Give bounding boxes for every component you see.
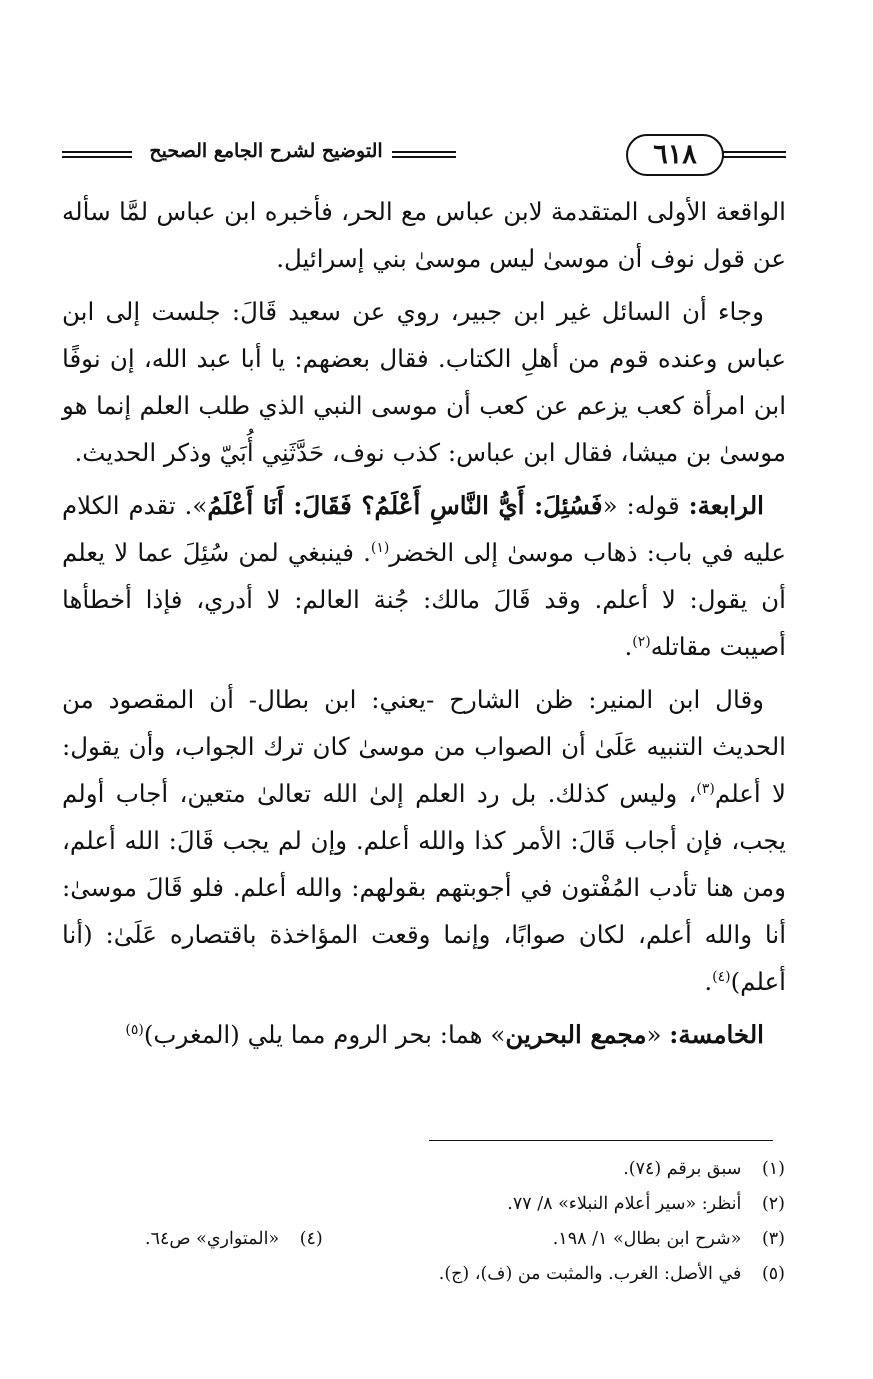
paragraph-text: وجاء أن السائل غير ابن جبير، روي عن سعيد قَالَ: جلست إلى ابن عباس وعنده قوم من أهلِ الكتاب. فقال بعضهم: يا أبا عبد الله، إن نوفًا ابن امرأة كعب يزعم عن كعب أن موسى النبي الذي طلب العلم إنما هو موسىٰ بن ميشا، فقال ابن عباس: كذب نوف، حَدَّثَنِي أُبَيّ وذكر الحديث. bbox=[62, 297, 786, 467]
footnote-3-4 bbox=[105, 1222, 785, 1257]
footnote-4 bbox=[145, 1222, 323, 1257]
paragraph-2 bbox=[62, 288, 786, 476]
footnote-text: في الأصل: الغرب. والمثبت من (ف)، (ج). bbox=[438, 1264, 742, 1284]
footnote-text: «شرح ابن بطال» ١/ ١٩٨. bbox=[552, 1229, 742, 1249]
paragraph-1 bbox=[62, 188, 786, 282]
paragraph-text: وقال ابن المنير: ظن الشارح -يعني: ابن بطال- أن المقصود من الحديث التنبيه عَلَىٰ أن الصواب من موسىٰ كان ترك الجواب، وأن يقول: لا أعلم bbox=[62, 685, 786, 808]
paragraph-text: . bbox=[704, 967, 713, 996]
paragraph-text: « bbox=[646, 1020, 670, 1049]
footnote-ref[interactable]: (٣) bbox=[696, 780, 715, 797]
paragraph-text: ، وليس كذلك. بل رد العلم إلىٰ الله تعالىٰ متعين، أجاب أولم يجب، فإن أجاب قَالَ: الأمر كذا والله أعلم. وإن لم يجب قَالَ: الله أعلم، ومن هنا تأدب المُفْتون في أجوبتهم بقولهم: والله أعلم. فلو قَالَ موسىٰ: أنا والله أعلم، لكان صوابًا، وإنما وقعت المؤاخذة باقتصاره عَلَىٰ: (أنا أعلم) bbox=[62, 779, 786, 996]
footnotes bbox=[105, 1152, 785, 1292]
paragraph-4 bbox=[62, 676, 786, 1005]
paragraph-text: قوله: « bbox=[602, 491, 689, 520]
paragraph-lead: الخامسة: bbox=[669, 1020, 764, 1049]
paragraph-3 bbox=[62, 482, 786, 670]
running-title: التوضيح لشرح الجامع الصحيح bbox=[149, 140, 383, 162]
paragraph-text: ». تقدم الكلام عليه في باب: ذهاب موسىٰ إلى الخضر bbox=[62, 491, 786, 567]
footnote-separator bbox=[429, 1140, 773, 1141]
footnote-ref[interactable]: (١) bbox=[370, 539, 390, 556]
main-text bbox=[62, 188, 786, 1064]
paragraph-text: » هما: بحر الروم مما يلي (المغرب) bbox=[143, 1020, 506, 1049]
footnote-5 bbox=[105, 1257, 785, 1292]
header-rule-middle bbox=[392, 151, 456, 158]
paragraph-text: . فينبغي لمن سُئِلَ عما لا يعلم أن يقول: لا أعلم. وقد قَالَ مالك: جُنة العالم: لا أدري، فإذا أخطأها أصيبت مقاتله bbox=[62, 538, 786, 661]
header-rule-right bbox=[722, 151, 786, 158]
footnote-text: سبق برقم (٧٤). bbox=[623, 1159, 742, 1179]
footnote-number: (٤) bbox=[299, 1229, 323, 1249]
hadith-quote: مجمع البحرين bbox=[505, 1020, 647, 1049]
footnote-2 bbox=[105, 1187, 785, 1222]
footnote-number: (٢) bbox=[761, 1194, 785, 1214]
page-number: ٦١٨ bbox=[626, 134, 724, 176]
hadith-quote: فَسُئِلَ: أَيُّ النَّاسِ أَعْلَمُ؟ فَقَالَ: أَنَا أَعْلَمُ bbox=[207, 491, 603, 520]
footnote-ref[interactable]: (٥) bbox=[125, 1021, 144, 1038]
footnote-number: (٣) bbox=[761, 1229, 785, 1249]
paragraph-text: . bbox=[624, 632, 633, 661]
paragraph-5 bbox=[62, 1011, 786, 1058]
footnote-1 bbox=[105, 1152, 785, 1187]
footnote-ref[interactable]: (٢) bbox=[632, 633, 651, 650]
header-rule-left bbox=[62, 151, 132, 158]
footnote-ref[interactable]: (٤) bbox=[712, 968, 731, 985]
paragraph-text: الواقعة الأولى المتقدمة لابن عباس مع الحر، فأخبره ابن عباس لمَّا سأله عن قول نوف أن موسىٰ ليس موسىٰ بني إسرائيل. bbox=[62, 197, 786, 273]
page-header bbox=[62, 128, 786, 186]
footnote-number: (١) bbox=[761, 1159, 785, 1179]
footnote-text: أنظر: «سير أعلام النبلاء» ٨/ ٧٧. bbox=[507, 1194, 742, 1214]
footnote-number: (٥) bbox=[761, 1264, 785, 1284]
footnote-3 bbox=[553, 1222, 785, 1257]
footnote-text: «المتواري» ص٦٤. bbox=[145, 1229, 280, 1249]
paragraph-lead: الرابعة: bbox=[688, 491, 764, 520]
